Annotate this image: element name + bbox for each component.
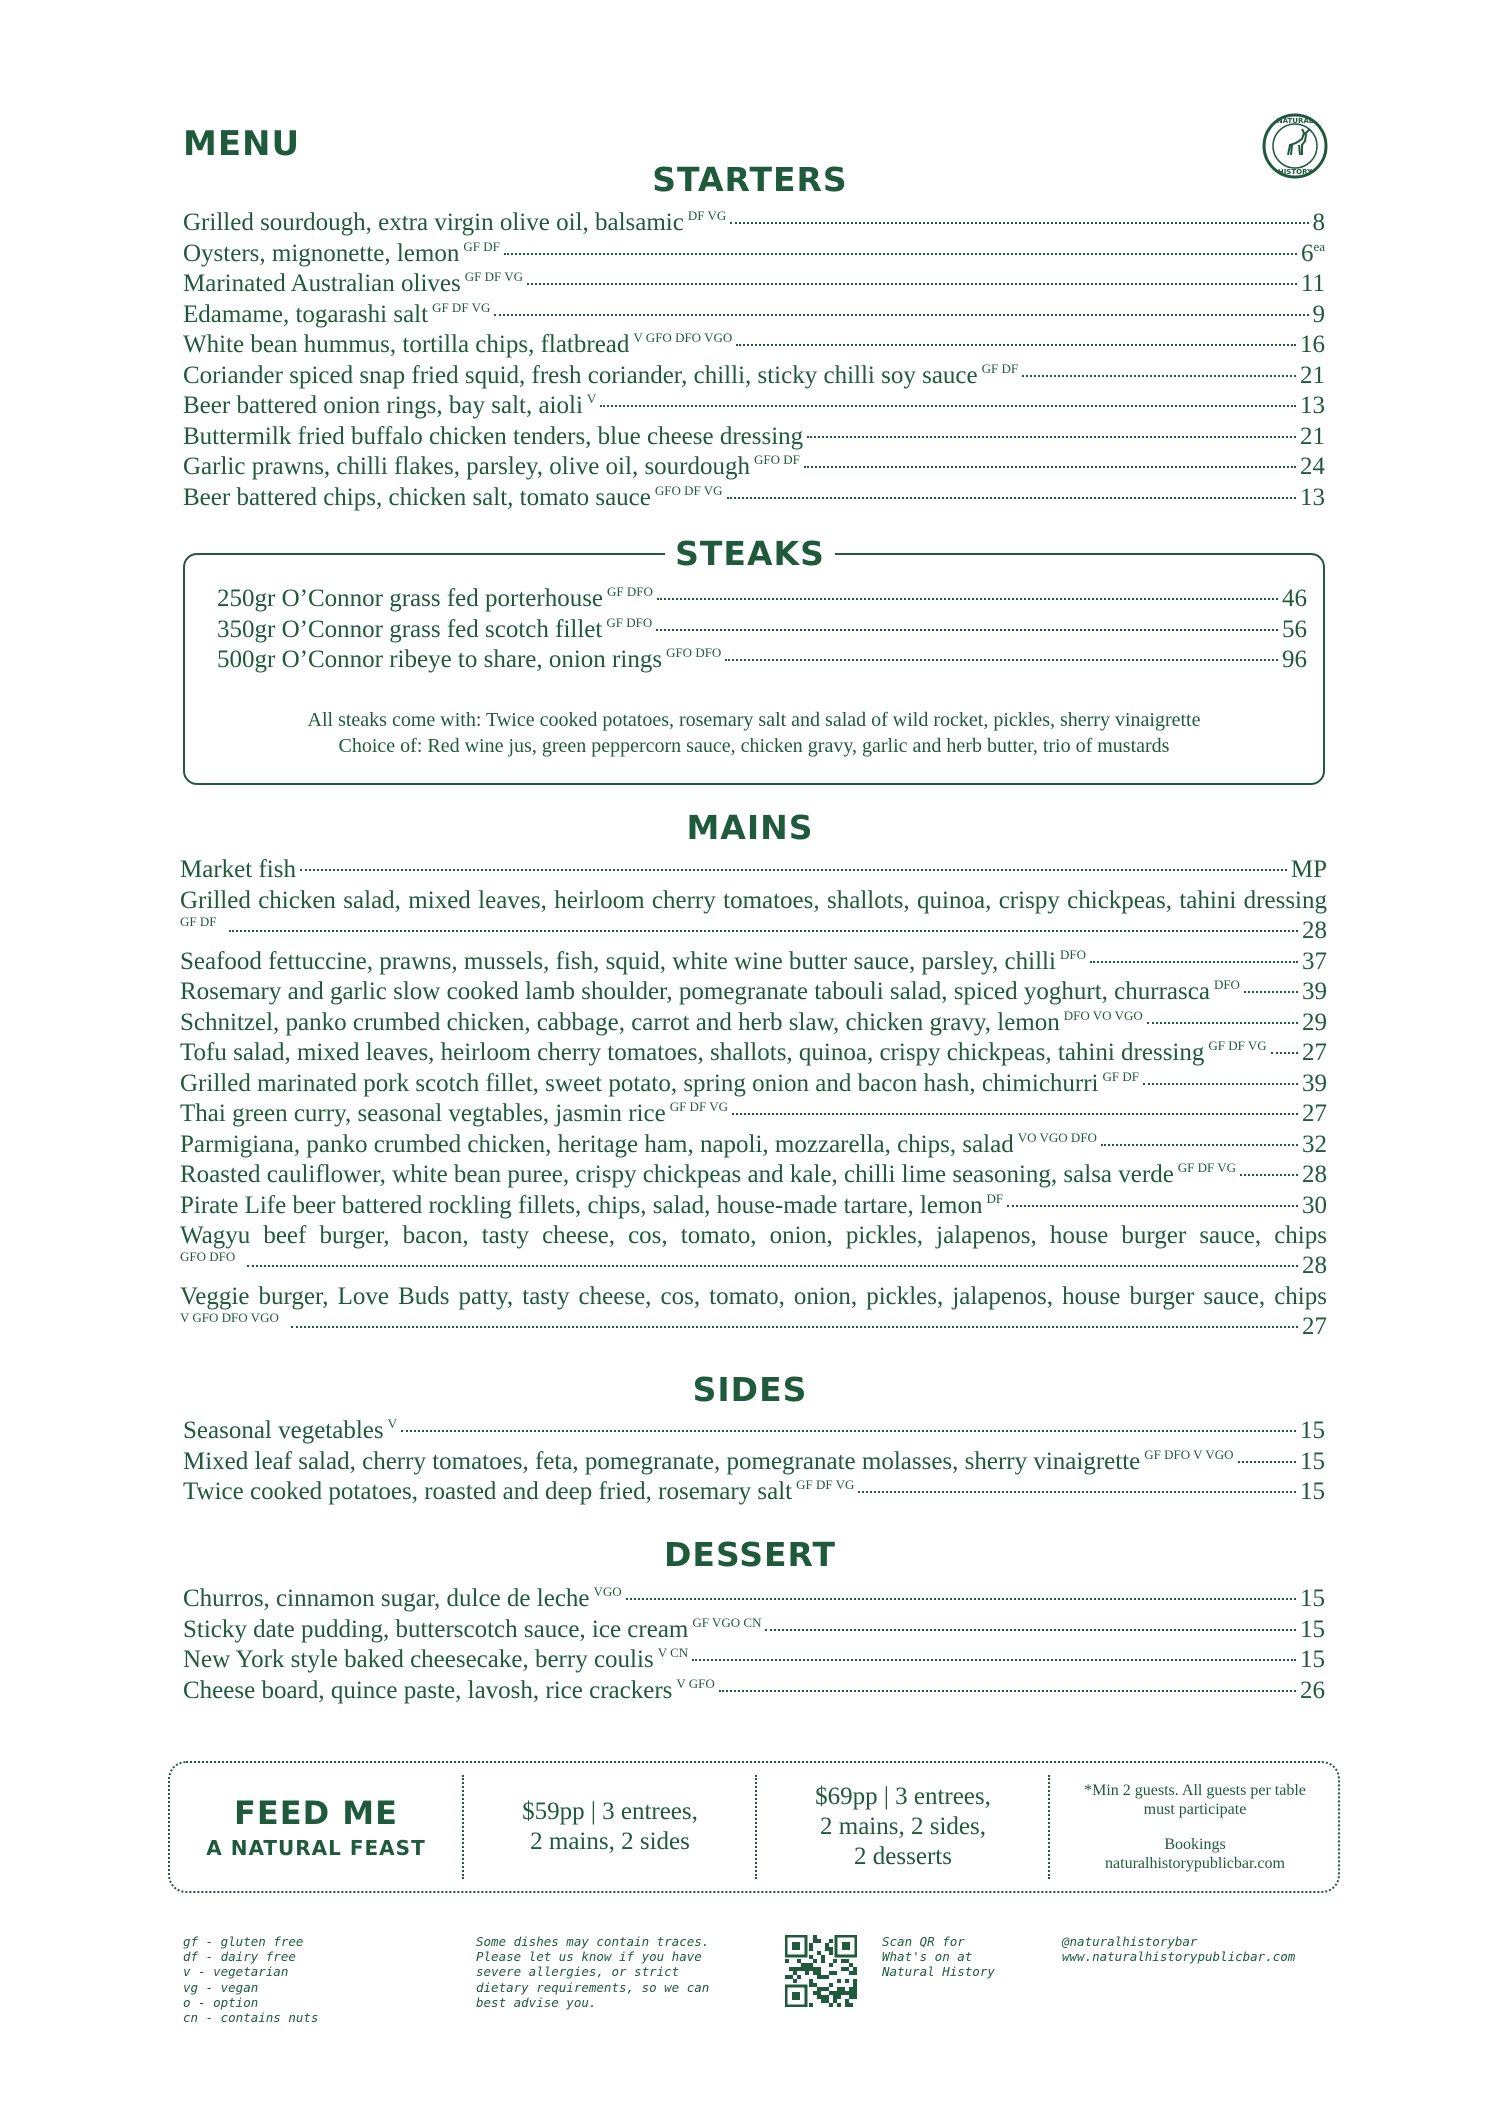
menu-item [183,391,1325,422]
dot-leader [247,1265,1298,1267]
dot-leader [804,466,1296,468]
menu-item [183,1615,1325,1646]
dot-leader [600,405,1296,407]
dietary-tags: GFO DFO [180,1249,236,1264]
menu-item [180,977,1327,1008]
bookings-label: Bookings [1164,1836,1226,1853]
dot-leader [401,1430,1296,1432]
dietary-tags: DFO [1059,946,1086,962]
menu-item-name: Grilled marinated pork scotch fillet, sweet potato, spring onion and bacon hash, chimichurri [180,1069,1099,1097]
dietary-tags: GF DFO [607,584,653,599]
dot-leader [527,283,1297,285]
menu-item-price: 32 [1302,1130,1327,1158]
menu-item-price: 15 [1300,1615,1325,1643]
menu-item [180,1099,1327,1130]
dot-leader [229,930,1299,932]
svg-text:HISTORY: HISTORY [1277,168,1313,176]
dietary-tags: GF DF VG [1208,1038,1267,1053]
menu-item-name: Rosemary and garlic slow cooked lamb shoulder, pomegranate tabouli salad, spiced yoghurt, churrasca [180,978,1210,1005]
menu-item-name: Tofu salad, mixed leaves, heirloom cherry tomatoes, shallots, quinoa, crispy chickpeas, tahini dressing [180,1039,1205,1066]
dietary-tags: VGO [593,1584,622,1599]
menu-item-price: 28 [1302,1252,1327,1279]
dietary-tags: GF DF VG [796,1477,855,1492]
dot-leader [291,1326,1298,1328]
menu-item-price: 30 [1302,1191,1327,1219]
menu-item-price: 13 [1300,392,1325,419]
menu-item-price: 46 [1282,585,1307,612]
qr-code-icon[interactable] [785,1935,857,2007]
menu-item [180,1282,1327,1343]
menu-item [180,1008,1327,1039]
sides-list [183,1416,1325,1508]
menu-item-price: 11 [1300,270,1325,297]
menu-item-price: 29 [1302,1008,1327,1036]
dot-leader [692,1659,1296,1661]
mains-list [180,855,1327,1343]
menu-item-price: 8 [1312,209,1325,236]
menu-item [180,886,1327,947]
menu-item-name: Grilled chicken salad, mixed leaves, heirloom cherry tomatoes, shallots, quinoa, crispy chickpeas, tahini dressing [180,886,1327,914]
dessert-heading: DESSERT [664,1535,836,1574]
menu-item-price: $6^{ea}$ [1300,238,1325,267]
dietary-tags: V [387,1416,398,1431]
menu-item-price: 15 [1300,1478,1325,1505]
menu-item [183,483,1325,514]
menu-item-name: 500gr O’Connor ribeye to share, onion rings [217,646,663,673]
menu-item-name: Seafood fettuccine, prawns, mussels, fish, squid, white wine butter sauce, parsley, chilli [180,947,1056,975]
dietary-tags: GFO DF VG [654,482,723,498]
menu-item-price: 15 [1300,1585,1325,1612]
dietary-tags: GF VGO CN [692,1614,762,1630]
feed-me-offer-59: $59pp | 3 entrees, 2 mains, 2 sides [522,1798,698,1855]
menu-item-price: 26 [1300,1676,1325,1704]
menu-item [183,239,1325,270]
menu-item [180,1130,1327,1161]
menu-item-price: 28 [1302,916,1327,944]
dot-leader [765,1629,1296,1631]
mains-heading: MAINS [686,808,814,847]
dot-leader [1022,375,1296,377]
menu-item-name: Roasted cauliflower, white bean puree, crispy chickpeas and kale, chilli lime seasoning, salsa verde [180,1161,1174,1188]
steaks-note-sauces: Choice of: Red wine jus, green peppercorn sauce, chicken gravy, garlic and herb butter, trio of mustards [338,735,1170,757]
menu-item [180,1191,1327,1222]
dot-leader [732,1113,1298,1115]
dot-leader [730,222,1308,224]
menu-item-price: 15 [1300,1646,1325,1673]
dot-leader [657,598,1278,600]
dot-leader [1244,991,1298,993]
steaks-note-sides: All steaks come with: Twice cooked potatoes, rosemary salt and salad of wild rocket, pickles, sherry vinaigrette [307,709,1201,731]
menu-item-name: Wagyu beef burger, bacon, tasty cheese, cos, tomato, onion, pickles, jalapenos, house burger sauce, chips [180,1222,1327,1249]
menu-item [183,208,1325,239]
dot-leader [719,1690,1296,1692]
dietary-tags: DFO VO VGO [1063,1007,1143,1023]
dietary-tags: GF DF [981,360,1019,376]
svg-text:NATURAL: NATURAL [1276,117,1314,125]
dot-leader [504,253,1297,255]
menu-item-name: Seasonal vegetables [183,1417,384,1444]
menu-item-price: 27 [1302,1039,1327,1066]
dietary-tags: V GFO [676,1675,715,1691]
feed-me-title: FEED ME [234,1794,398,1832]
menu-item-price: 28 [1302,1161,1327,1188]
menu-item-name: Pirate Life beer battered rockling fillets, chips, salad, house-made tartare, lemon [180,1191,983,1219]
menu-item [180,1069,1327,1100]
menu-item-name: 350gr O’Connor grass fed scotch fillet [217,615,603,643]
menu-item [183,361,1325,392]
dot-leader [1090,961,1298,963]
menu-item-price: 21 [1300,422,1325,450]
dot-leader [626,1598,1296,1600]
scan-qr-text: Scan QR for What's on at Natural History [882,1934,995,1980]
menu-item-price: 21 [1300,361,1325,389]
dot-leader [736,344,1296,346]
menu-item-price: 27 [1302,1313,1327,1340]
dietary-tags: V [586,391,597,406]
menu-item-name: Thai green curry, seasonal vegtables, jasmin rice [180,1100,666,1127]
menu-item-name: Twice cooked potatoes, roasted and deep fried, rosemary salt [183,1478,793,1505]
menu-item-name: Parmigiana, panko crumbed chicken, heritage ham, napoli, mozzarella, chips, salad [180,1130,1014,1158]
menu-item-name: Oysters, mignonette, lemon [183,239,460,267]
dietary-tags: GF DF [180,913,217,929]
menu-item-price: 15 [1300,1417,1325,1444]
dietary-tags: GFO DF [754,452,800,467]
menu-item-price: 13 [1300,483,1325,511]
feed-me-box [168,1761,1340,1893]
feed-me-title-block [170,1763,462,1891]
dietary-tags: GF DF VG [669,1099,728,1114]
menu-item-price: 39 [1302,1069,1327,1097]
menu-item-name: Garlic prawns, chilli flakes, parsley, olive oil, sourdough [183,453,750,480]
dietary-tags: DF [986,1190,1004,1206]
dietary-tags: DF VG [687,208,727,223]
dietary-tags: VO VGO DFO [1017,1129,1097,1145]
menu-item-price: 96 [1282,646,1307,673]
feed-me-bookings: *Min 2 guests. All guests per table must participate Bookings naturalhistorypublicbar.com [1084,1782,1306,1872]
menu-item-price: MP [1290,856,1327,883]
steaks-heading: STEAKS [675,534,825,573]
menu-item [183,269,1325,300]
dot-leader [494,314,1308,316]
feed-me-conditions: *Min 2 guests. All guests per table [1084,1782,1306,1799]
dietary-tags: GF DF VG [1177,1160,1237,1175]
menu-item-name: Schnitzel, panko crumbed chicken, cabbage, carrot and herb slaw, chicken gravy, lemon [180,1008,1060,1036]
menu-item-name: Beer battered onion rings, bay salt, aioli [183,392,583,419]
dietary-tags: V CN [657,1645,689,1660]
menu-item-name: Coriander spiced snap fried squid, fresh coriander, chilli, sticky chilli soy sauce [183,361,978,389]
menu-item [217,584,1307,615]
menu-item [180,1160,1327,1191]
dot-leader [1147,1022,1298,1024]
menu-item [217,645,1307,676]
social-links: @naturalhistorybar www.naturalhistorypublicbar.com [1062,1934,1296,1965]
menu-item [183,330,1325,361]
dot-leader [858,1491,1296,1493]
menu-item-name: White bean hummus, tortilla chips, flatbread [183,331,630,358]
menu-item-name: Churros, cinnamon sugar, dulce de leche [183,1585,590,1612]
menu-item-price: 39 [1302,978,1327,1005]
menu-item-price: 37 [1302,947,1327,975]
dietary-tags: GF DF [1102,1068,1140,1084]
menu-item [183,300,1325,331]
dietary-legend: gf - gluten free df - dairy free v - vegetarian vg - vegan o - option cn - contains nuts [183,1934,319,2026]
menu-item-name: Edamame, togarashi salt [183,300,429,328]
menu-item-price: 27 [1302,1100,1327,1127]
allergy-notice: Some dishes may contain traces. Please let us know if you have severe allergies, or strict dietary requirements, so we can best advise you. [476,1934,710,2010]
menu-item-price: 9 [1312,300,1325,328]
feed-me-offer-69: $69pp | 3 entrees, 2 mains, 2 sides, 2 desserts [815,1783,991,1870]
dot-leader [1007,1205,1298,1207]
dot-leader [1271,1052,1298,1054]
dot-leader [300,869,1287,871]
menu-item-price: 16 [1300,331,1325,358]
menu-item [180,1221,1327,1282]
menu-item-name: Market fish [180,856,296,883]
menu-item-price: 15 [1300,1447,1325,1475]
dot-leader [725,659,1278,661]
menu-item-name: Marinated Australian olives [183,270,461,297]
menu-item [180,855,1327,886]
dot-leader [727,497,1296,499]
bookings-link[interactable]: naturalhistorypublicbar.com [1105,1855,1285,1872]
dietary-tags: GF DFO [606,614,653,630]
menu-item-price: 56 [1282,615,1307,643]
menu-item [180,947,1327,978]
menu-item-name: New York style baked cheesecake, berry coulis [183,1646,654,1673]
menu-item [180,1038,1327,1069]
menu-item [183,1477,1325,1508]
dietary-tags: GFO DFO [666,645,722,660]
dietary-tags: GF DFO V VGO [1144,1446,1234,1462]
dot-leader [1101,1144,1298,1146]
dot-leader [1238,1461,1297,1463]
dietary-tags: GF DF VG [464,269,523,284]
menu-item-name: Buttermilk fried buffalo chicken tenders, blue cheese dressing [183,422,804,450]
dietary-tags: DFO [1213,977,1240,992]
menu-title: MENU [183,124,301,164]
menu-item-name: Mixed leaf salad, cherry tomatoes, feta, pomegranate, pomegranate molasses, sherry vinaigrette [183,1447,1141,1475]
dot-leader [1240,1174,1298,1176]
starters-list [183,208,1325,513]
menu-item [183,452,1325,483]
steaks-list [217,584,1307,676]
menu-item-name: Veggie burger, Love Buds patty, tasty cheese, cos, tomato, onion, pickles, jalapenos, house burger sauce, chips [180,1283,1327,1310]
menu-item-name: Beer battered chips, chicken salt, tomato sauce [183,483,651,511]
menu-item-name: 250gr O’Connor grass fed porterhouse [217,585,604,612]
sides-heading: SIDES [692,1370,808,1409]
menu-item [183,1447,1325,1478]
dessert-list [183,1584,1325,1706]
menu-item [183,1645,1325,1676]
starters-heading: STARTERS [652,160,848,199]
menu-item-price: 24 [1300,453,1325,480]
dot-leader [807,436,1296,438]
dietary-tags: V GFO DFO VGO [180,1310,279,1325]
menu-item-name: Grilled sourdough, extra virgin olive oil, balsamic [183,209,684,236]
menu-item [217,615,1307,646]
feed-me-subtitle: A NATURAL FEAST [206,1836,426,1860]
menu-item [183,1676,1325,1707]
dietary-tags: V GFO DFO VGO [633,330,733,345]
dot-leader [1143,1083,1298,1085]
dot-leader [656,629,1278,631]
menu-item-name: Sticky date pudding, butterscotch sauce, ice cream [183,1615,689,1643]
dietary-tags: GF DF VG [432,299,491,315]
dietary-tags: GF DF [463,238,500,254]
menu-item-name: Cheese board, quince paste, lavosh, rice crackers [183,1676,673,1704]
